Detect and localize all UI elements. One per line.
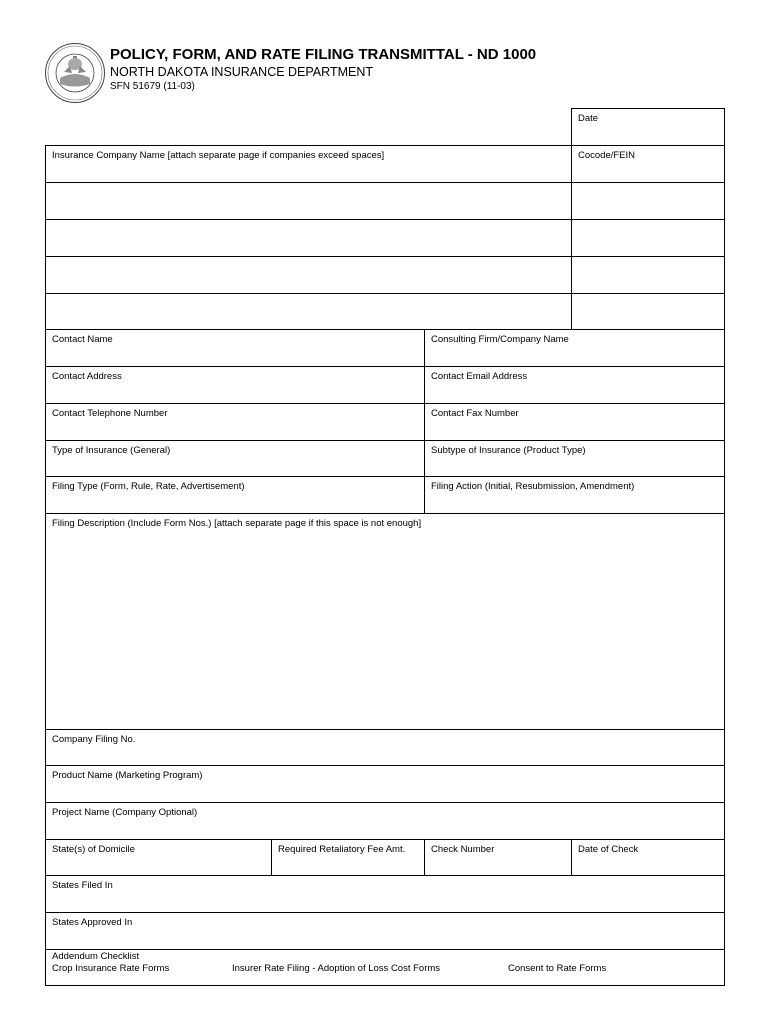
cocode-label: Cocode/FEIN [578,150,636,161]
cocode-field-5[interactable] [571,293,725,330]
contact-fax-label: Contact Fax Number [431,408,519,419]
company-filing-no-field[interactable] [45,729,725,766]
check-number-label: Check Number [431,844,495,855]
cocode-field-1[interactable] [571,145,725,183]
retaliatory-fee-field[interactable] [271,839,425,876]
states-filed-field[interactable] [45,875,725,913]
date-field[interactable] [571,108,725,146]
company-name-field-4[interactable] [45,256,572,294]
company-name-field-1[interactable] [45,145,572,183]
contact-phone-label: Contact Telephone Number [52,408,168,419]
product-name-label: Product Name (Marketing Program) [52,770,203,781]
project-name-field[interactable] [45,802,725,840]
filing-type-field[interactable] [45,476,425,514]
consulting-firm-field[interactable] [424,329,725,367]
domicile-label: State(s) of Domicile [52,844,135,855]
company-name-field-3[interactable] [45,219,572,257]
checklist-loss-cost[interactable]: Insurer Rate Filing - Adoption of Loss Cost Forms [232,963,441,974]
cocode-field-3[interactable] [571,219,725,257]
cocode-field-4[interactable] [571,256,725,294]
retaliatory-fee-label: Required Retaliatory Fee Amt. [278,844,406,855]
contact-address-field[interactable] [45,366,425,404]
insurance-subtype-field[interactable] [424,440,725,477]
contact-phone-field[interactable] [45,403,425,441]
filing-type-label: Filing Type (Form, Rule, Rate, Advertisement) [52,481,245,492]
insurance-type-label: Type of Insurance (General) [52,445,171,456]
company-name-field-2[interactable] [45,182,572,220]
checklist-crop-insurance[interactable]: Crop Insurance Rate Forms [52,963,170,974]
contact-fax-field[interactable] [424,403,725,441]
contact-email-label: Contact Email Address [431,371,528,382]
filing-action-field[interactable] [424,476,725,514]
form-title: POLICY, FORM, AND RATE FILING TRANSMITTAL - ND 1000 [110,46,537,63]
contact-email-field[interactable] [424,366,725,404]
insurance-type-field[interactable] [45,440,425,477]
check-number-field[interactable] [424,839,572,876]
company-filing-no-label: Company Filing No. [52,734,136,745]
company-name-label: Insurance Company Name [attach separate page if companies exceed spaces] [52,150,385,161]
insurance-subtype-label: Subtype of Insurance (Product Type) [431,445,586,456]
checklist-consent-to-rate[interactable]: Consent to Rate Forms [508,963,607,974]
product-name-field[interactable] [45,765,725,803]
states-approved-field[interactable] [45,912,725,950]
addendum-checklist [45,949,725,986]
state-seal-icon [44,42,106,104]
filing-action-label: Filing Action (Initial, Resubmission, Amendment) [431,481,635,492]
checklist-title: Addendum Checklist [52,951,140,962]
company-name-field-5[interactable] [45,293,572,330]
date-label: Date [578,113,599,124]
contact-name-label: Contact Name [52,334,113,345]
check-date-label: Date of Check [578,844,639,855]
filing-description-label: Filing Description (Include Form Nos.) [attach separate page if this space is not enough] [52,518,422,529]
consulting-firm-label: Consulting Firm/Company Name [431,334,569,345]
project-name-label: Project Name (Company Optional) [52,807,198,818]
contact-address-label: Contact Address [52,371,122,382]
form-number: SFN 51679 (11-03) [110,81,195,92]
department-name: NORTH DAKOTA INSURANCE DEPARTMENT [110,65,373,79]
states-approved-label: States Approved In [52,917,133,928]
filing-description-field[interactable] [45,513,725,730]
cocode-field-2[interactable] [571,182,725,220]
states-filed-label: States Filed In [52,880,113,891]
check-date-field[interactable] [571,839,725,876]
domicile-field[interactable] [45,839,272,876]
contact-name-field[interactable] [45,329,425,367]
